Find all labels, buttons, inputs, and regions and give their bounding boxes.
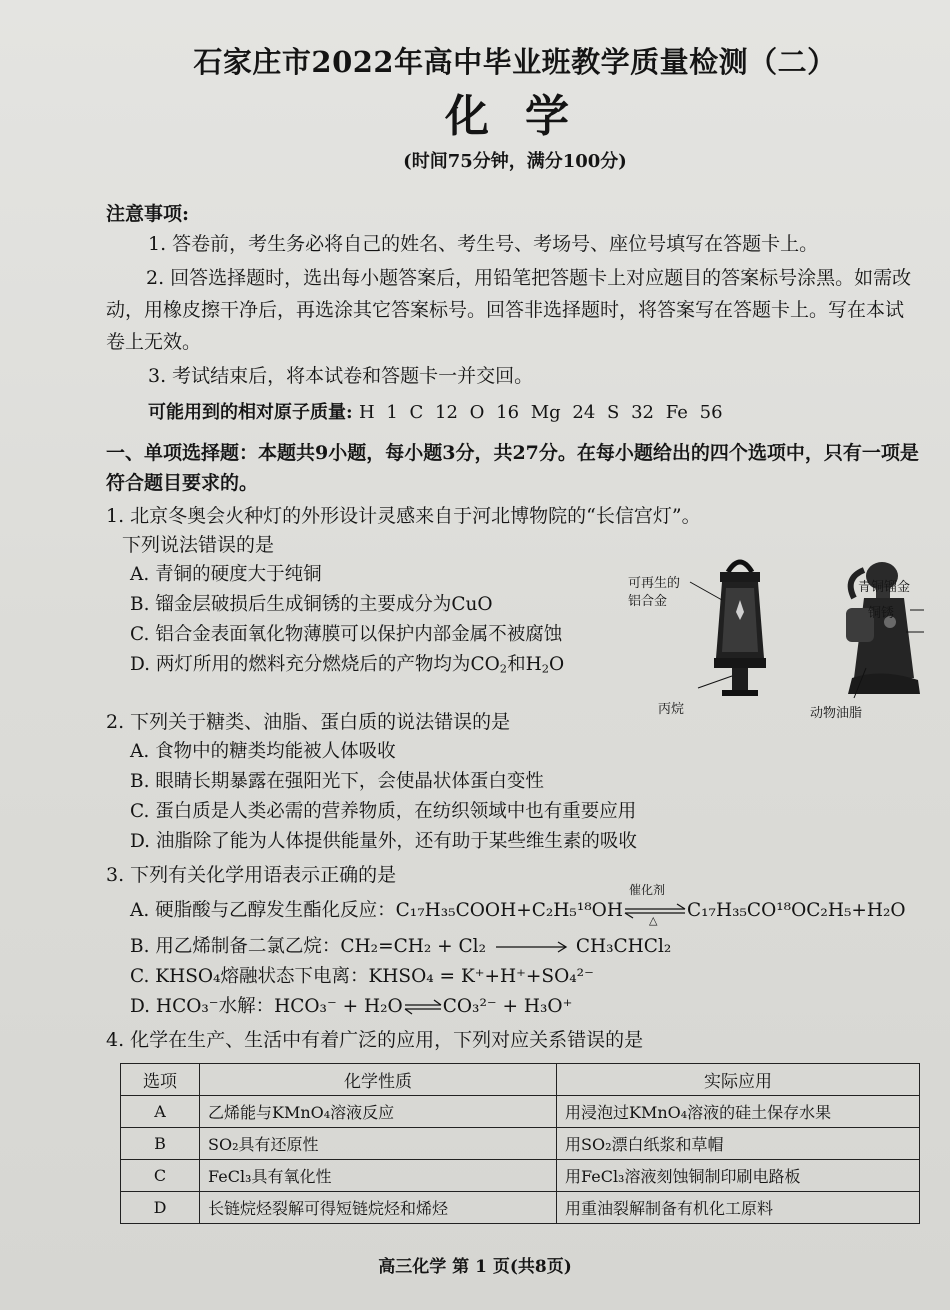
question-1-option-c: C. 铝合金表面氧化物薄膜可以保护内部金属不被腐蚀 bbox=[130, 624, 563, 645]
question-2-stem: 2. 下列关于糖类、油脂、蛋白质的说法错误的是 bbox=[106, 711, 511, 733]
reversible-arrow-icon: 催化剂 △ bbox=[623, 901, 687, 921]
subject-title: 化学 bbox=[445, 91, 605, 142]
notice-item-1: 1. 答卷前，考生务必将自己的姓名、考生号、考场号、座位号填写在答题卡上。 bbox=[148, 233, 819, 255]
label-animal-fat: 动物油脂 bbox=[810, 706, 863, 721]
torch-lamp-icon bbox=[690, 562, 766, 696]
question-3-option-c: C. KHSO₄熔融状态下电离：KHSO₄ = K⁺+H⁺+SO₄²⁻ bbox=[130, 966, 594, 987]
notice-item-2: 2. 回答选择题时，选出每小题答案后，用铅笔把答题卡上对应题目的答案标号涂黑。如需改动，用橡皮擦干净后，再选涂其它答案标号。回答非选择题时，将答案写在答题卡上。写在本试卷上无效。 bbox=[106, 267, 912, 353]
question-1-option-a: A. 青铜的硬度大于纯铜 bbox=[130, 564, 322, 585]
question-2-option-d: D. 油脂除了能为人体提供能量外，还有助于某些维生素的吸收 bbox=[130, 831, 637, 852]
table-row: C FeCl₃具有氧化性 用FeCl₃溶液刻蚀铜制印刷电路板 bbox=[121, 1160, 920, 1192]
forward-arrow-icon bbox=[492, 937, 570, 957]
question-1-stem: 1. 北京冬奥会火种灯的外形设计灵感来自于河北博物院的“长信宫灯”。 bbox=[106, 505, 701, 527]
notice-item-3: 3. 考试结束后，将本试卷和答题卡一并交回。 bbox=[148, 365, 534, 387]
lamp-illustration bbox=[628, 548, 928, 728]
label-alloy-line2: 铝合金 bbox=[628, 594, 668, 609]
col-header-application: 实际应用 bbox=[557, 1064, 920, 1096]
label-bronze-gilt: 青铜镏金 bbox=[858, 580, 911, 595]
table-row: A 乙烯能与KMnO₄溶液反应 用浸泡过KMnO₄溶液的硅土保存水果 bbox=[121, 1096, 920, 1128]
question-3-option-d: D. HCO₃⁻水解：HCO₃⁻ + H₂O CO₃²⁻ + H₃O⁺ bbox=[130, 996, 573, 1017]
col-header-property: 化学性质 bbox=[200, 1064, 557, 1096]
label-alloy-line1: 可再生的 bbox=[628, 576, 681, 591]
question-2-option-c: C. 蛋白质是人类必需的营养物质，在纺织领域中也有重要应用 bbox=[130, 801, 637, 822]
col-header-option: 选项 bbox=[121, 1064, 200, 1096]
question-4-stem: 4. 化学在生产、生活中有着广泛的应用，下列对应关系错误的是 bbox=[106, 1029, 644, 1051]
atomic-masses bbox=[148, 398, 922, 424]
table-header-row bbox=[121, 1064, 920, 1096]
table-row: B SO₂具有还原性 用SO₂漂白纸浆和草帽 bbox=[121, 1128, 920, 1160]
question-4-table bbox=[120, 1063, 920, 1224]
question-1-options bbox=[108, 560, 628, 683]
question-2-option-b: B. 眼睛长期暴露在强阳光下，会使晶状体蛋白变性 bbox=[130, 771, 544, 792]
atomic-masses-values: H 1 C 12 O 16 Mg 24 S 32 Fe 56 bbox=[358, 402, 723, 423]
question-3-option-b: B. 用乙烯制备二氯乙烷：CH₂=CH₂ + Cl₂ CH₃CHCl₂ bbox=[130, 936, 672, 957]
atomic-masses-label: 可能用到的相对原子质量: bbox=[148, 402, 353, 423]
question-2-option-a: A. 食物中的糖类均能被人体吸收 bbox=[130, 741, 396, 762]
question-1-option-b: B. 镏金层破损后生成铜锈的主要成分为CuO bbox=[130, 594, 493, 615]
page-footer: 高三化学 第 1 页(共8页) bbox=[378, 1257, 572, 1277]
question-1-body bbox=[108, 560, 922, 720]
table-row: D 长链烷烃裂解可得短链烷烃和烯烃 用重油裂解制备有机化工原料 bbox=[121, 1192, 920, 1224]
question-3-stem: 3. 下列有关化学用语表示正确的是 bbox=[106, 864, 397, 886]
question-1-stem-2: 下列说法错误的是 bbox=[122, 534, 275, 556]
equilibrium-arrow-icon bbox=[403, 997, 443, 1017]
question-3-option-a: A. 硬脂酸与乙醇发生酯化反应：C₁₇H₃₅COOH+C₂H₅¹⁸OH 催化剂 △ C₁₇H₃₅CO¹⁸OC₂H₅+H₂O bbox=[130, 883, 906, 927]
question-1-option-d: D. 两灯所用的燃料充分燃烧后的产物均为$CO_2$和$H_2O$ bbox=[130, 654, 565, 676]
section-1-heading: 一、单项选择题：本题共9小题，每小题3分，共27分。在每小题给出的四个选项中，只有一项是符合题目要求的。 bbox=[106, 442, 919, 494]
notice-heading: 注意事项: bbox=[106, 203, 190, 225]
label-propane: 丙烷 bbox=[658, 702, 685, 717]
label-copper-rust: 铜锈 bbox=[868, 606, 895, 621]
time-info: (时间75分钟，满分100分) bbox=[403, 151, 627, 172]
exam-title: 石家庄市2022年高中毕业班教学质量检测（二） bbox=[193, 45, 837, 79]
